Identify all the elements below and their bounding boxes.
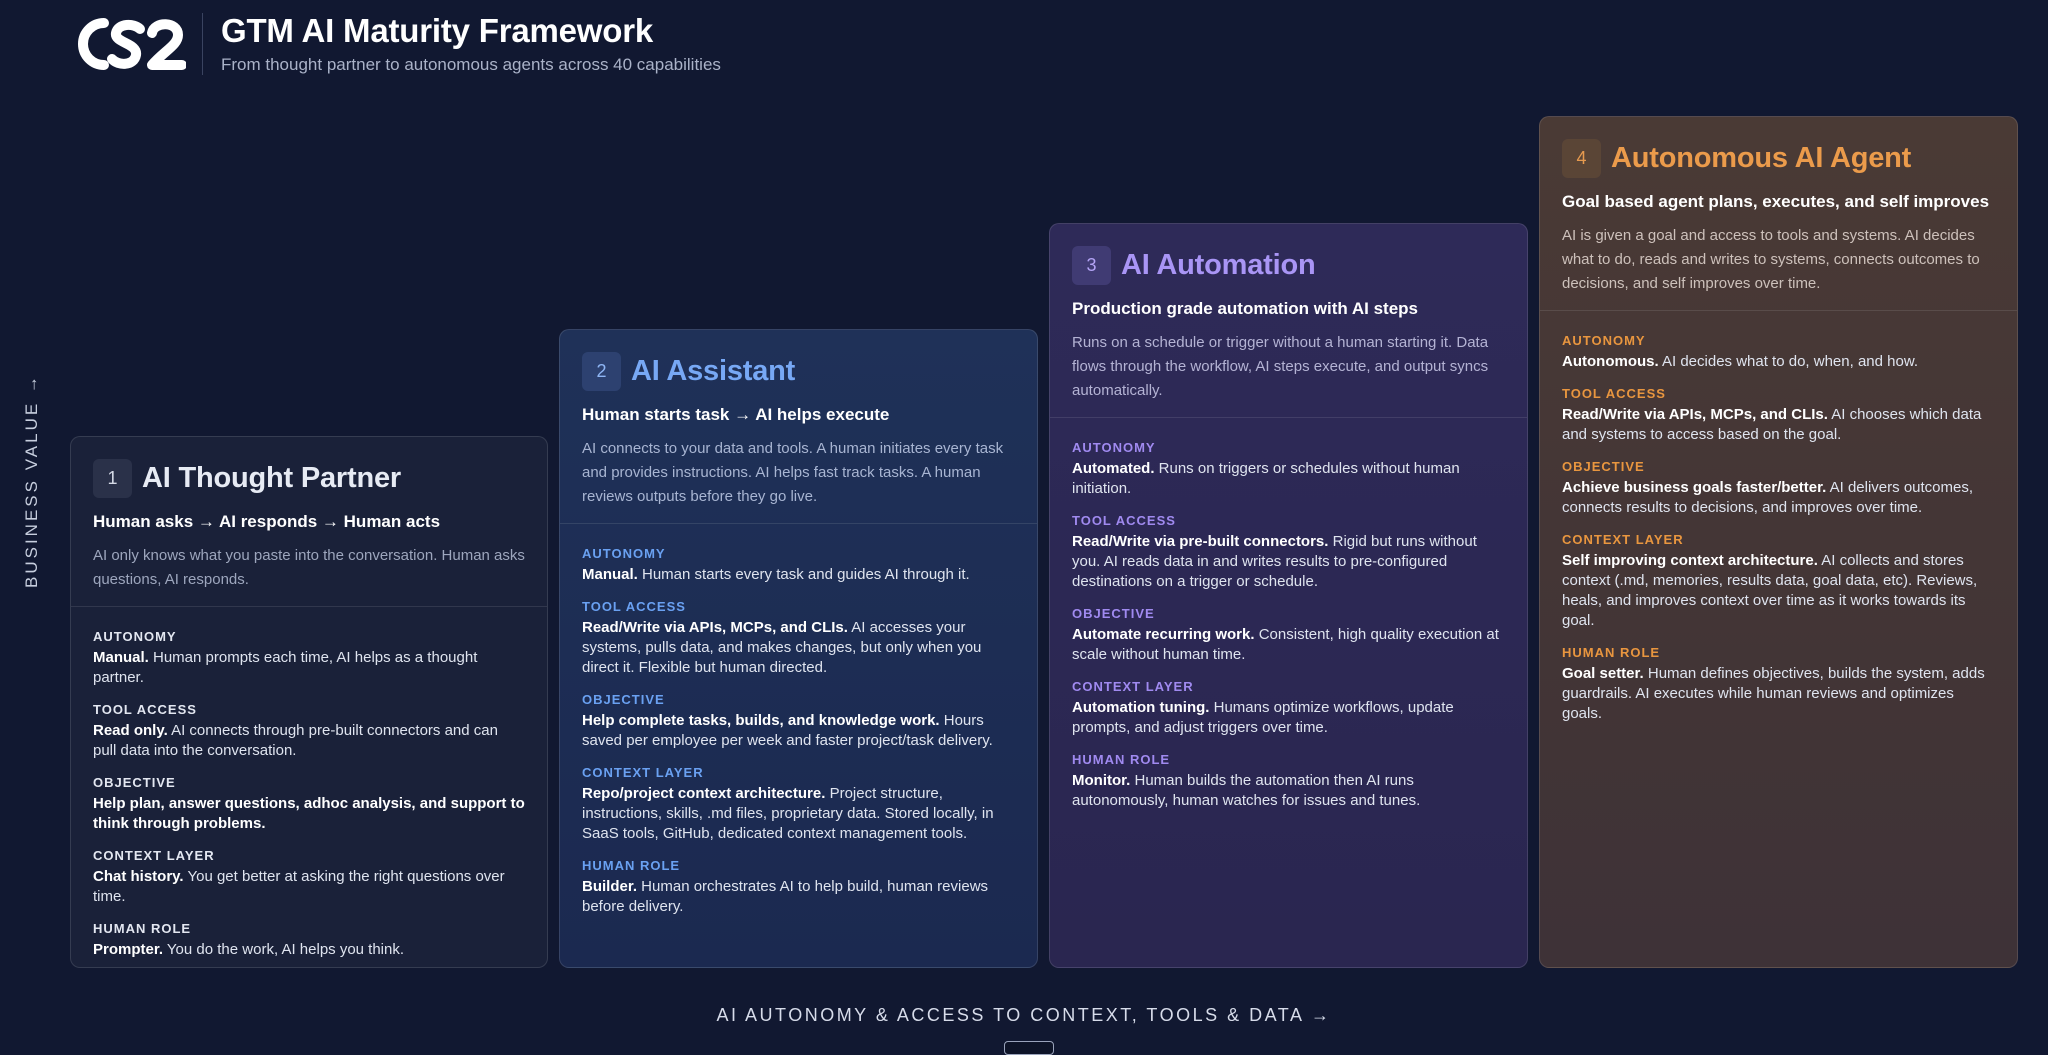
section-label: HUMAN ROLE: [1072, 752, 1171, 767]
section-text: Humans optimize workflows, update prompts, and adjust triggers over time.: [1072, 699, 1454, 736]
section-lead: Automated.: [1072, 460, 1155, 477]
section-autonomy: [582, 546, 1015, 585]
section-label: CONTEXT LAYER: [1562, 532, 1684, 547]
page-title: GTM AI Maturity Framework: [221, 12, 654, 49]
section-text: Consistent, high quality execution at scale without human time.: [1072, 626, 1499, 663]
level-description: AI connects to your data and tools. A human initiates every task and provides instructions. AI helps fast track tasks. A human reviews outputs before they go live.: [582, 440, 1004, 505]
level-description: AI only knows what you paste into the conversation. Human asks questions, AI responds.: [93, 547, 525, 588]
section-label: AUTONOMY: [1562, 333, 1646, 348]
section-label: HUMAN ROLE: [93, 921, 192, 936]
section-context-layer: [582, 765, 1015, 844]
section-human-role: [1562, 645, 1995, 724]
section-human-role: [93, 921, 525, 960]
section-label: OBJECTIVE: [93, 775, 176, 790]
level-description: AI is given a goal and access to tools and systems. AI decides what to do, reads and writes to systems, connects outcomes to decisions, and self improves over time.: [1562, 227, 1980, 292]
section-text: Human builds the automation then AI runs autonomously, human watches for issues and tunes.: [1072, 772, 1421, 809]
section-text: Human prompts each time, AI helps as a thought partner.: [93, 649, 478, 686]
section-autonomy: [1072, 440, 1505, 499]
section-label: TOOL ACCESS: [1072, 513, 1176, 528]
y-axis-label: BUSINESS VALUE →: [22, 373, 41, 588]
section-label: TOOL ACCESS: [1562, 386, 1666, 401]
section-context-layer: [1072, 679, 1505, 738]
section-context-layer: [93, 848, 525, 907]
section-label: OBJECTIVE: [582, 692, 665, 707]
section-lead: Read/Write via APIs, MCPs, and CLIs.: [582, 619, 848, 636]
section-lead: Achieve business goals faster/better.: [1562, 479, 1827, 496]
section-text: Human starts every task and guides AI through it.: [637, 566, 970, 583]
level-title: AI Thought Partner: [142, 462, 402, 494]
level-card-2: [559, 329, 1038, 968]
section-label: CONTEXT LAYER: [93, 848, 215, 863]
level-card-1: [70, 436, 548, 968]
section-text: AI chooses which data and systems to access based on the goal.: [1562, 406, 1982, 443]
cs2-logo: [74, 15, 186, 73]
section-lead: Read/Write via pre-built connectors.: [1072, 533, 1329, 550]
section-lead: Manual.: [93, 649, 149, 666]
section-text: Rigid but runs without you. AI reads data in and writes results to pre-configured destinations on a trigger or schedule.: [1072, 533, 1477, 590]
header: [74, 14, 721, 74]
section-autonomy: [1562, 333, 1995, 372]
section-label: HUMAN ROLE: [582, 858, 681, 873]
section-tool-access: [93, 702, 525, 761]
header-divider: [202, 13, 203, 75]
section-tool-access: [1072, 513, 1505, 592]
section-label: CONTEXT LAYER: [1072, 679, 1194, 694]
section-text: AI connects through pre-built connectors and can pull data into the conversation.: [93, 722, 498, 759]
section-lead: Builder.: [582, 878, 638, 895]
section-text: Human defines objectives, builds the system, adds guardrails. AI executes while human reviews and optimizes goals.: [1562, 665, 1985, 722]
section-label: OBJECTIVE: [1562, 459, 1645, 474]
section-text: Runs on triggers or schedules without human initiation.: [1072, 460, 1460, 497]
page-subtitle: From thought partner to autonomous agents across 40 capabilities: [221, 55, 721, 74]
section-objective: [1072, 606, 1505, 665]
section-label: AUTONOMY: [93, 629, 177, 644]
section-human-role: [1072, 752, 1505, 811]
section-lead: Autonomous.: [1562, 353, 1659, 370]
section-text: AI delivers outcomes, connects results to decisions, and improves over time.: [1562, 479, 1974, 516]
section-lead: Self improving context architecture.: [1562, 552, 1818, 569]
section-label: OBJECTIVE: [1072, 606, 1155, 621]
level-title: AI Assistant: [631, 355, 796, 387]
section-text: AI accesses your systems, pulls data, and makes changes, but only when you direct it. Flexible but human directed.: [582, 619, 982, 676]
section-lead: Manual.: [582, 566, 638, 583]
level-title: Autonomous AI Agent: [1611, 142, 1912, 174]
section-label: TOOL ACCESS: [93, 702, 197, 717]
section-label: CONTEXT LAYER: [582, 765, 704, 780]
section-autonomy: [93, 629, 525, 688]
x-axis-label: AI AUTONOMY & ACCESS TO CONTEXT, TOOLS & DATA →: [716, 1005, 1332, 1025]
section-lead: Chat history.: [93, 868, 184, 885]
section-tool-access: [582, 599, 1015, 678]
level-tagline: Human asks → AI responds → Human acts: [93, 512, 441, 531]
section-text: You get better at asking the right questions over time.: [93, 868, 505, 905]
level-number-badge: 1: [93, 459, 132, 498]
section-text: AI collects and stores context (.md, memories, results data, goal data, etc). Reviews, heals, and improves context over time as it works towards its goal.: [1562, 552, 1978, 629]
section-human-role: [582, 858, 1015, 917]
section-label: HUMAN ROLE: [1562, 645, 1661, 660]
level-number-badge: 2: [582, 352, 621, 391]
level-description: Runs on a schedule or trigger without a human starting it. Data flows through the workflow, AI steps execute, and output syncs automatically.: [1072, 334, 1489, 399]
section-label: AUTONOMY: [1072, 440, 1156, 455]
section-label: TOOL ACCESS: [582, 599, 686, 614]
section-objective: [582, 692, 1015, 751]
section-lead: Prompter.: [93, 941, 164, 958]
section-lead: Help plan, answer questions, adhoc analysis, and support to think through problems.: [93, 795, 525, 832]
section-objective: [1562, 459, 1995, 518]
section-label: AUTONOMY: [582, 546, 666, 561]
section-lead: Repo/project context architecture.: [582, 785, 826, 802]
scroll-handle[interactable]: [1004, 1041, 1054, 1055]
section-lead: Read only.: [93, 722, 168, 739]
section-tool-access: [1562, 386, 1995, 445]
level-tagline: Human starts task → AI helps execute: [582, 405, 890, 424]
level-title: AI Automation: [1121, 249, 1316, 281]
section-lead: Automate recurring work.: [1072, 626, 1255, 643]
section-lead: Help complete tasks, builds, and knowledge work.: [582, 712, 940, 729]
section-lead: Goal setter.: [1562, 665, 1644, 682]
level-card-4: [1539, 116, 2018, 968]
level-card-3: [1049, 223, 1528, 968]
level-tagline: Production grade automation with AI steps: [1072, 299, 1419, 318]
level-number-badge: 3: [1072, 246, 1111, 285]
section-lead: Read/Write via APIs, MCPs, and CLIs.: [1562, 406, 1828, 423]
level-number-badge: 4: [1562, 139, 1601, 178]
section-text: Human orchestrates AI to help build, human reviews before delivery.: [582, 878, 989, 915]
section-objective: [93, 775, 525, 834]
section-text: AI decides what to do, when, and how.: [1658, 353, 1918, 370]
section-lead: Automation tuning.: [1072, 699, 1210, 716]
section-text: Hours saved per employee per week and faster project/task delivery.: [582, 712, 993, 749]
section-context-layer: [1562, 532, 1995, 631]
level-tagline: Goal based agent plans, executes, and self improves: [1562, 192, 1990, 211]
section-lead: Monitor.: [1072, 772, 1131, 789]
section-text: Project structure, instructions, skills, .md files, proprietary data. Stored locally, in SaaS tools, GitHub, dedicated context management tools.: [582, 785, 994, 842]
section-text: You do the work, AI helps you think.: [163, 941, 405, 958]
